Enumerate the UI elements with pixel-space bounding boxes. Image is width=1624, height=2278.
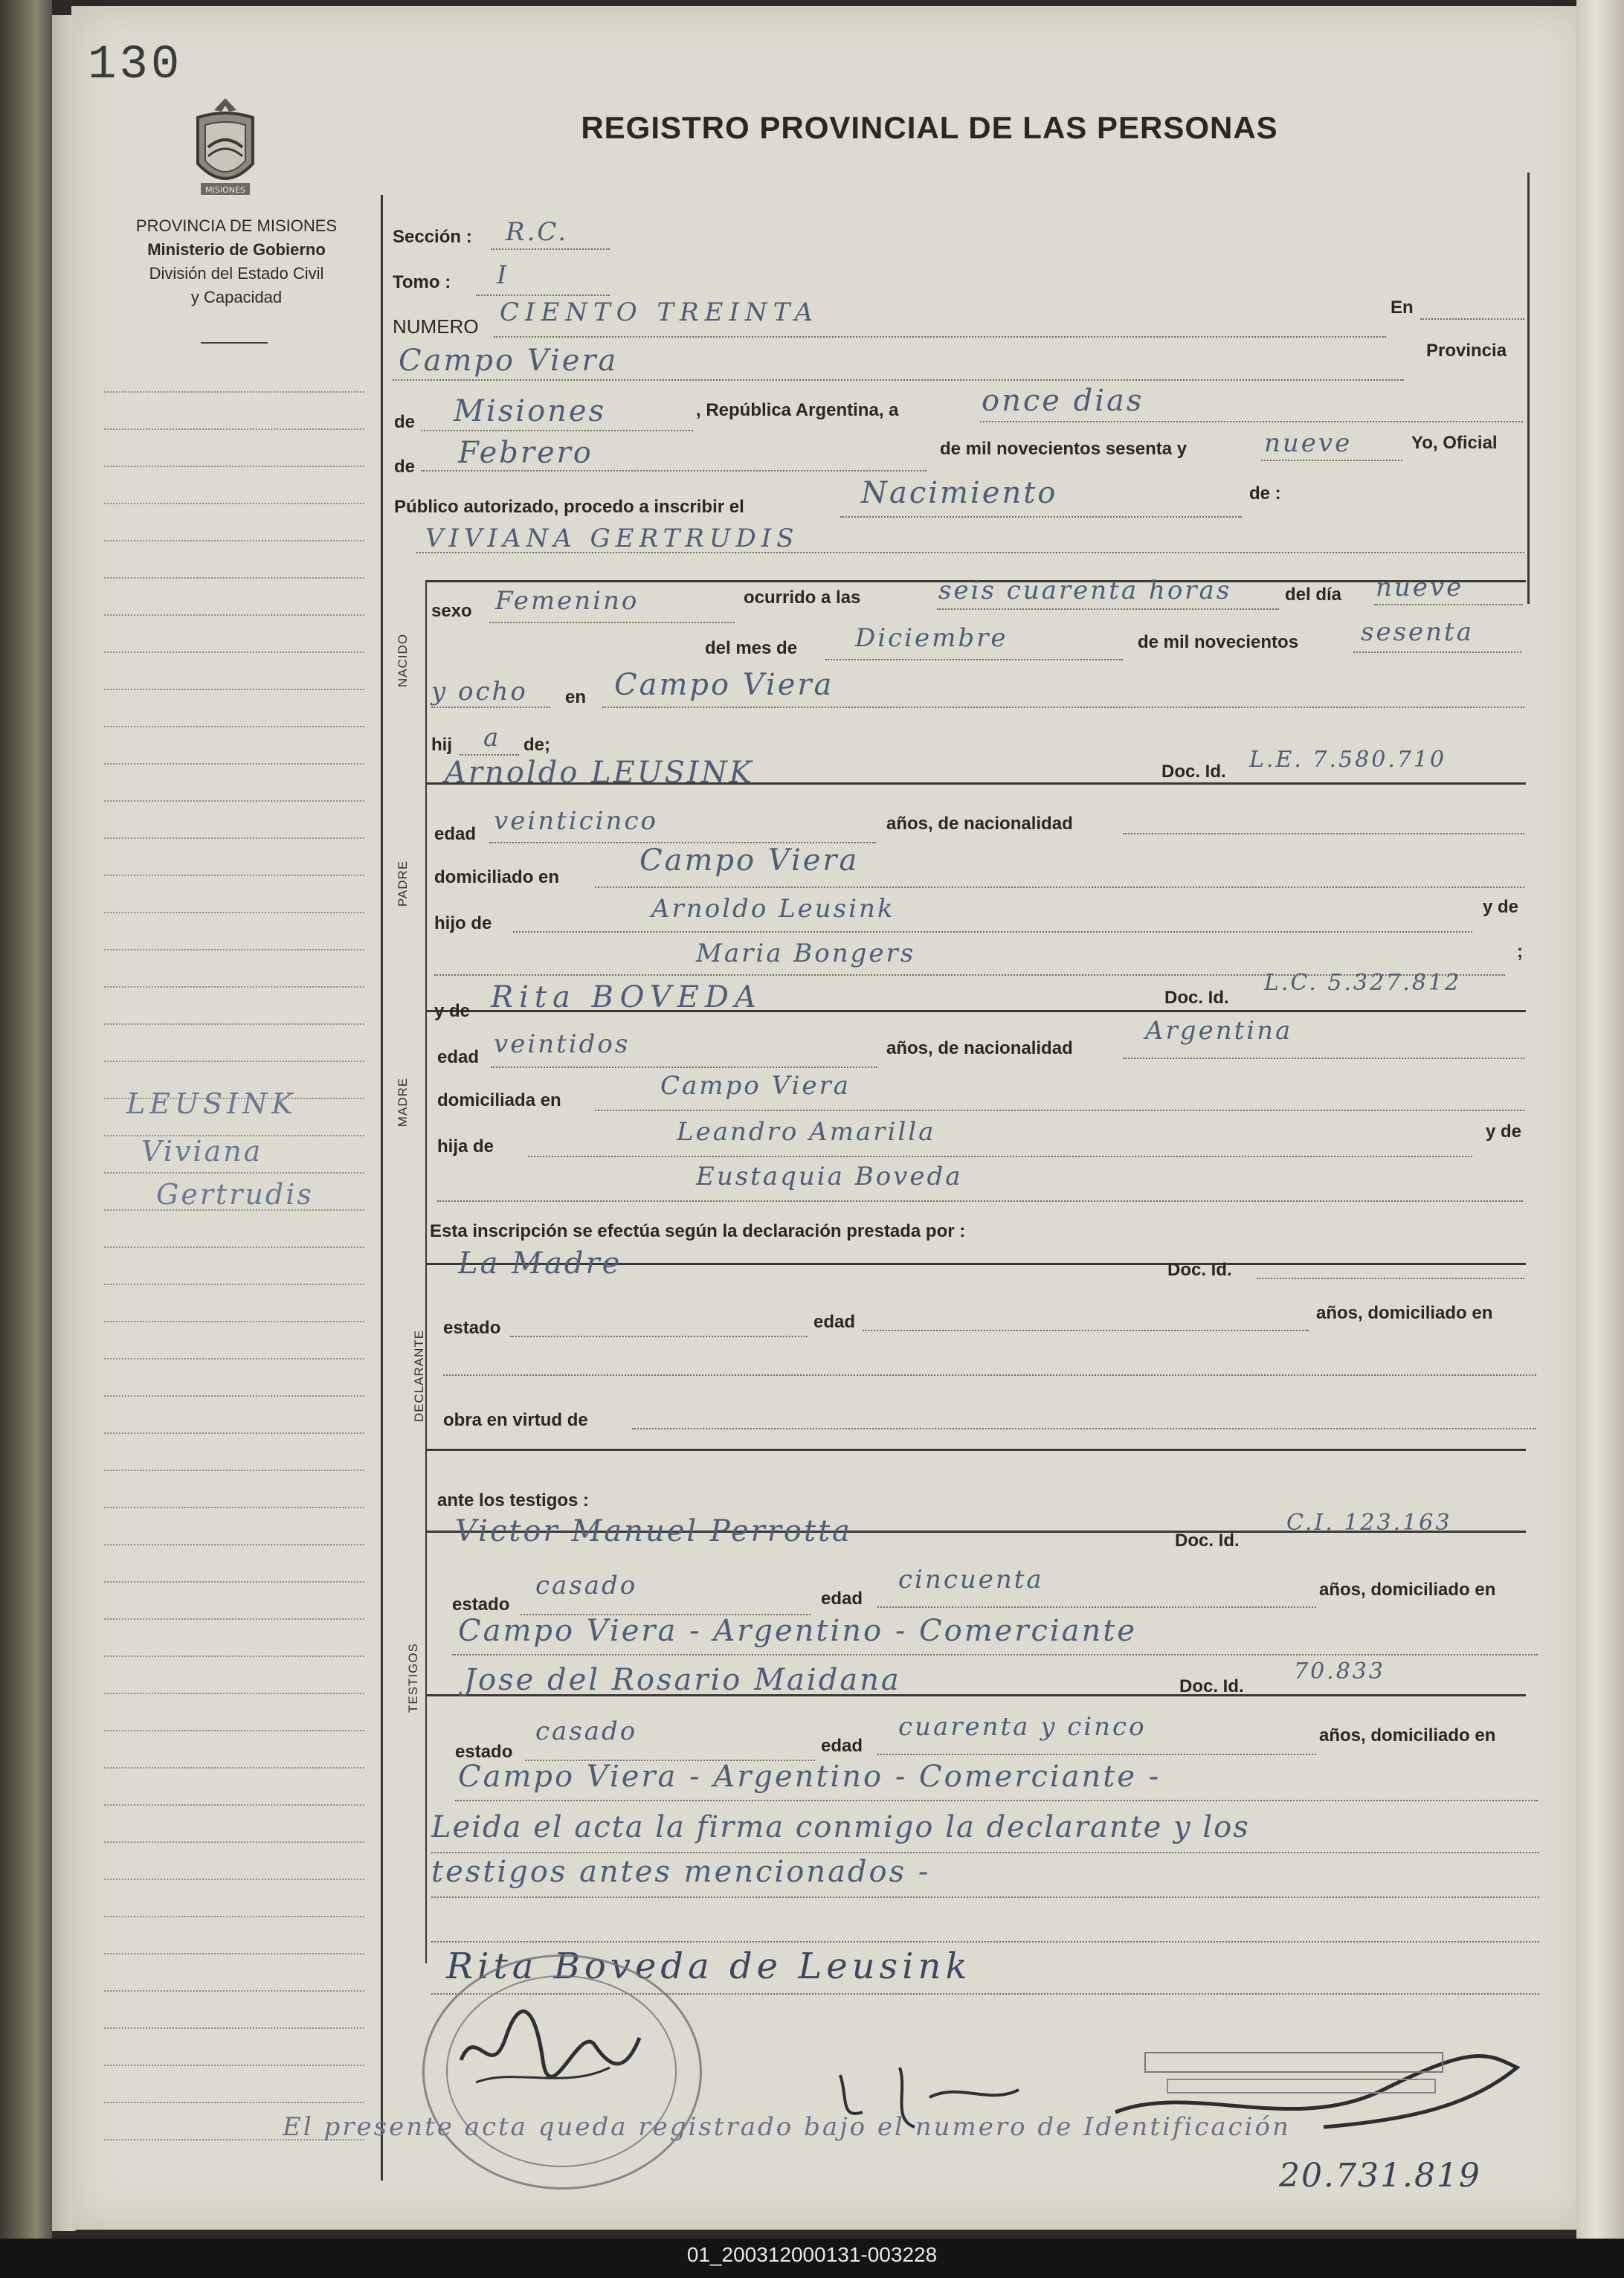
value-padre-edad: veinticinco bbox=[494, 806, 658, 836]
margin-line bbox=[104, 614, 364, 616]
line-edad-declarante bbox=[863, 1330, 1309, 1331]
rule-declarante-bottom bbox=[425, 1449, 1526, 1451]
line-nac-padre bbox=[1123, 833, 1524, 834]
label-sexo: sexo bbox=[431, 601, 472, 621]
label-seccion: Sección : bbox=[393, 227, 472, 247]
header-capacity: y Capacidad bbox=[190, 288, 283, 306]
label-doc-padre: Doc. Id. bbox=[1161, 762, 1226, 782]
label-provincia: Provincia bbox=[1426, 341, 1507, 361]
value-numero: CIENTO TREINTA bbox=[500, 297, 819, 327]
value-tomo: I bbox=[497, 260, 509, 290]
margin-line bbox=[104, 2027, 364, 2029]
line-dom-testigo2 bbox=[455, 1800, 1538, 1801]
value-madre-hija-de: Leandro Amarilla bbox=[677, 1117, 936, 1147]
value-madre-dom: Campo Viera bbox=[660, 1071, 851, 1101]
value-sexo: Femenino bbox=[495, 586, 639, 616]
line-blank bbox=[431, 1941, 1539, 1943]
label-edad-declarante: edad bbox=[813, 1312, 856, 1332]
label-edad-madre: edad bbox=[437, 1047, 480, 1067]
margin-line bbox=[104, 503, 364, 504]
line-dom-testigo1 bbox=[452, 1654, 1538, 1656]
label-semicolon: ; bbox=[1517, 942, 1523, 962]
margin-line bbox=[104, 1656, 364, 1657]
value-padre-dom: Campo Viera bbox=[639, 843, 860, 878]
line-doc-declarante bbox=[1257, 1278, 1524, 1279]
value-mes-nac: Diciembre bbox=[855, 623, 1008, 653]
line-edad-testigo2 bbox=[877, 1754, 1316, 1755]
line-anio-nac bbox=[1353, 651, 1521, 653]
label-yo-oficial: Yo, Oficial bbox=[1411, 433, 1498, 453]
margin-line bbox=[104, 540, 364, 541]
label-doc-testigo2: Doc. Id. bbox=[1179, 1676, 1244, 1696]
margin-line bbox=[104, 837, 364, 839]
line-edad-testigo1 bbox=[877, 1606, 1316, 1608]
margin-line bbox=[104, 1358, 364, 1360]
value-lugar: Campo Viera bbox=[399, 344, 619, 378]
line-leida1 bbox=[431, 1852, 1539, 1853]
label-dom-padre: domiciliado en bbox=[434, 867, 560, 887]
value-padre-hijo-de: Arnoldo Leusink bbox=[651, 894, 895, 924]
value-madre-doc: L.C. 5.327.812 bbox=[1264, 970, 1462, 996]
value-dia: once dias bbox=[982, 384, 1144, 418]
label-edad-testigo2: edad bbox=[821, 1736, 863, 1756]
margin-line bbox=[104, 1804, 364, 1806]
line-provincia bbox=[421, 430, 693, 431]
value-hora: seis cuarenta horas bbox=[938, 576, 1232, 605]
margin-line bbox=[104, 1246, 364, 1248]
value-testigo1-edad: cincuenta bbox=[898, 1565, 1044, 1595]
label-obra: obra en virtud de bbox=[443, 1410, 588, 1430]
page-number: 130 bbox=[88, 39, 183, 92]
value-testigo1-estado: casado bbox=[535, 1571, 638, 1600]
label-anos-dom-testigo1: años, domiciliado en bbox=[1319, 1580, 1496, 1600]
line-lugar-nac bbox=[602, 707, 1524, 708]
signature-madre: Rita Boveda de Leusink bbox=[446, 1946, 972, 1987]
value-padre-y-de: Maria Bongers bbox=[696, 939, 916, 968]
line-tomo bbox=[476, 295, 610, 296]
label-hija-de: hija de bbox=[437, 1136, 494, 1156]
line-hijo-de bbox=[513, 931, 1472, 933]
label-hijo-de: hijo de bbox=[434, 913, 492, 933]
section-madre: MADRE bbox=[396, 1077, 410, 1127]
margin-line bbox=[104, 949, 364, 950]
label-edad-testigo1: edad bbox=[821, 1589, 863, 1609]
margin-line bbox=[104, 1395, 364, 1397]
label-anos-nac-madre: años, de nacionalidad bbox=[886, 1038, 1073, 1058]
value-madre-nac: Argentina bbox=[1145, 1016, 1293, 1046]
label-anos-dom-testigo2: años, domiciliado en bbox=[1319, 1725, 1496, 1745]
label-de-mes: de bbox=[394, 457, 416, 477]
form-right-border bbox=[1527, 173, 1530, 604]
file-name: 01_200312000131-003228 bbox=[686, 2243, 938, 2266]
value-testigo2-edad: cuarenta y cinco bbox=[898, 1712, 1147, 1742]
label-de-prov: de bbox=[394, 412, 416, 432]
section-testigos: TESTIGOS bbox=[406, 1643, 420, 1713]
value-anio-nac1: sesenta bbox=[1361, 617, 1474, 647]
margin-line bbox=[104, 1172, 364, 1174]
margin-line bbox=[104, 1321, 364, 1322]
line-mes bbox=[421, 470, 927, 472]
label-publico: Público autorizado, procedo a inscribir el bbox=[394, 497, 744, 517]
book-binding bbox=[0, 0, 52, 2239]
value-declarante: La Madre bbox=[458, 1246, 622, 1281]
label-anos-nac-padre: años, de nacionalidad bbox=[886, 814, 1073, 834]
margin-name2: Gertrudis bbox=[156, 1178, 314, 1211]
margin-line bbox=[104, 1916, 364, 1917]
margin-line bbox=[104, 1023, 364, 1025]
label-anos-dom-declarante: años, domiciliado en bbox=[1316, 1303, 1493, 1323]
facing-page-edge bbox=[1576, 0, 1624, 2239]
section-declarante: DECLARANTE bbox=[412, 1329, 426, 1423]
margin-line bbox=[104, 912, 364, 913]
margin-line bbox=[104, 1507, 364, 1508]
label-edad-padre: edad bbox=[434, 824, 477, 844]
margin-line bbox=[104, 1953, 364, 1954]
value-testigo1: Victor Manuel Perrotta bbox=[455, 1514, 852, 1548]
margin-line bbox=[104, 1841, 364, 1843]
label-dom-madre: domiciliada en bbox=[437, 1090, 561, 1110]
value-madre-y-de: Eustaquia Boveda bbox=[696, 1162, 963, 1191]
margin-line bbox=[104, 1470, 364, 1471]
margin-line bbox=[104, 726, 364, 727]
line-dia-nac bbox=[1374, 604, 1523, 605]
line-en bbox=[1420, 318, 1524, 320]
line-hija-de bbox=[528, 1156, 1472, 1157]
label-de-colon: de : bbox=[1249, 483, 1281, 503]
value-testigo1-dom: Campo Viera - Argentino - Comerciante bbox=[458, 1614, 1138, 1648]
margin-line bbox=[104, 1767, 364, 1769]
value-testigo2-estado: casado bbox=[535, 1716, 638, 1746]
label-mil-nov: de mil novecientos sesenta y bbox=[940, 439, 1188, 459]
label-doc-testigo1: Doc. Id. bbox=[1175, 1531, 1240, 1551]
line-hora bbox=[937, 608, 1279, 610]
value-padre-nombre: Arnoldo LEUSINK bbox=[445, 756, 754, 790]
value-seccion: R.C. bbox=[506, 217, 569, 247]
margin-line bbox=[104, 1544, 364, 1545]
margin-line bbox=[104, 651, 364, 653]
margin-line bbox=[104, 875, 364, 876]
label-en-nac: en bbox=[565, 687, 587, 707]
value-padre-doc: L.E. 7.580.710 bbox=[1249, 747, 1447, 773]
witness-signature-icon bbox=[446, 1993, 699, 2105]
seal-text: MISIONES bbox=[205, 185, 245, 195]
coat-of-arms-icon bbox=[184, 95, 266, 207]
margin-line bbox=[104, 1618, 364, 1620]
header-province: PROVINCIA DE MISIONES bbox=[135, 216, 338, 235]
label-en: En bbox=[1391, 297, 1414, 318]
margin-line bbox=[104, 986, 364, 988]
margin-line bbox=[104, 1730, 364, 1731]
margin-line bbox=[104, 2065, 364, 2066]
label-mil-nov2: de mil novecientos bbox=[1138, 632, 1299, 652]
margin-line bbox=[104, 1990, 364, 1992]
label-republica: , República Argentina, a bbox=[696, 400, 899, 420]
label-y-de-padre: y de bbox=[1483, 897, 1519, 917]
value-nombre: VIVIANA GERTRUDIS bbox=[425, 524, 799, 553]
label-tomo: Tomo : bbox=[393, 272, 451, 292]
value-mes: Febrero bbox=[458, 436, 593, 470]
header-rule bbox=[201, 342, 268, 344]
line-dia bbox=[980, 421, 1523, 422]
registration-note: El presente acta queda registrado bajo el numero de Identificación bbox=[283, 2112, 1291, 2142]
margin-line bbox=[104, 2102, 364, 2103]
margin-line bbox=[104, 1284, 364, 1285]
label-doc-madre: Doc. Id. bbox=[1164, 988, 1229, 1008]
value-lugar-nac: Campo Viera bbox=[614, 668, 834, 702]
header-ministry: Ministerio de Gobierno bbox=[147, 240, 326, 259]
value-testigo2: Jose del Rosario Maidana bbox=[464, 1663, 901, 1697]
value-provincia: Misiones bbox=[454, 394, 607, 428]
margin-line bbox=[104, 1693, 364, 1694]
line-anio bbox=[1261, 460, 1402, 461]
margin-name1: Viviana bbox=[141, 1135, 263, 1168]
line-nac-madre bbox=[1123, 1058, 1524, 1059]
label-del-mes: del mes de bbox=[705, 638, 798, 658]
value-leida2: testigos antes mencionados - bbox=[431, 1855, 931, 1889]
label-doc-declarante: Doc. Id. bbox=[1167, 1260, 1232, 1280]
margin-line bbox=[104, 577, 364, 579]
label-estado-declarante: estado bbox=[443, 1318, 501, 1338]
line-seccion bbox=[491, 248, 610, 250]
label-hij: hij bbox=[431, 735, 452, 755]
label-y-de-madre: y de bbox=[434, 1001, 471, 1021]
value-dia-nac: nueve bbox=[1376, 573, 1464, 602]
line-dom-declarante bbox=[443, 1374, 1536, 1376]
line-edad-madre bbox=[491, 1066, 877, 1068]
value-testigo2-dom: Campo Viera - Argentino - Comerciante - bbox=[458, 1760, 1161, 1794]
value-testigo2-doc: 70.833 bbox=[1294, 1658, 1385, 1685]
margin-line bbox=[104, 1061, 364, 1062]
label-estado-testigo2: estado bbox=[455, 1742, 513, 1762]
label-ocurrido: ocurrido a las bbox=[744, 588, 861, 608]
value-hij: a bbox=[483, 723, 501, 753]
line-sexo bbox=[489, 622, 735, 623]
line-anio-nac2 bbox=[431, 707, 550, 708]
value-anio-nac2: y ocho bbox=[431, 677, 528, 707]
label-del-dia: del día bbox=[1285, 585, 1342, 605]
line-estado-declarante bbox=[510, 1336, 808, 1337]
label-y-de-madre2: y de bbox=[1486, 1122, 1522, 1142]
value-madre-edad: veintidos bbox=[494, 1029, 631, 1059]
value-madre-nombre: Rita BOVEDA bbox=[491, 980, 762, 1014]
margin-line bbox=[104, 763, 364, 765]
line-lugar bbox=[393, 379, 1404, 381]
value-acto: Nacimiento bbox=[861, 476, 1058, 510]
page-title: REGISTRO PROVINCIAL DE LAS PERSONAS bbox=[581, 110, 1278, 145]
line-mes-nac bbox=[825, 659, 1123, 660]
margin-line bbox=[104, 800, 364, 802]
section-border bbox=[425, 580, 427, 1963]
header-division: División del Estado Civil bbox=[149, 264, 324, 283]
section-nacido: NACIDO bbox=[396, 633, 410, 688]
margin-line bbox=[104, 466, 364, 467]
line-numero bbox=[494, 336, 1386, 338]
identification-number: 20.731.819 bbox=[1279, 2157, 1481, 2195]
label-de-sc: de; bbox=[523, 735, 550, 755]
form-left-border bbox=[381, 195, 383, 2181]
value-leida1: Leida el acta la firma conmigo la declarante y los bbox=[431, 1810, 1250, 1844]
label-numero: NUMERO bbox=[393, 315, 479, 338]
label-estado-testigo1: estado bbox=[452, 1595, 510, 1615]
value-testigo1-doc: C.I. 123.163 bbox=[1286, 1510, 1452, 1536]
line-dom-padre bbox=[595, 887, 1524, 888]
margin-line bbox=[104, 689, 364, 690]
margin-line bbox=[104, 391, 364, 393]
line-leida2 bbox=[431, 1896, 1539, 1898]
margin-line bbox=[104, 428, 364, 430]
margin-surname: LEUSINK bbox=[126, 1087, 297, 1120]
section-padre: PADRE bbox=[396, 860, 410, 907]
margin-line bbox=[104, 1879, 364, 1880]
margin-line bbox=[104, 1432, 364, 1434]
line-acto bbox=[840, 516, 1242, 518]
line-obra bbox=[632, 1428, 1536, 1429]
label-inscripcion: Esta inscripción se efectúa según la declaración prestada por : bbox=[430, 1221, 966, 1241]
line-dom-madre bbox=[595, 1110, 1524, 1111]
label-ante: ante los testigos : bbox=[437, 1490, 590, 1510]
margin-line bbox=[104, 1581, 364, 1583]
line-madre-y-de bbox=[437, 1200, 1523, 1202]
value-anio: nueve bbox=[1264, 428, 1353, 458]
